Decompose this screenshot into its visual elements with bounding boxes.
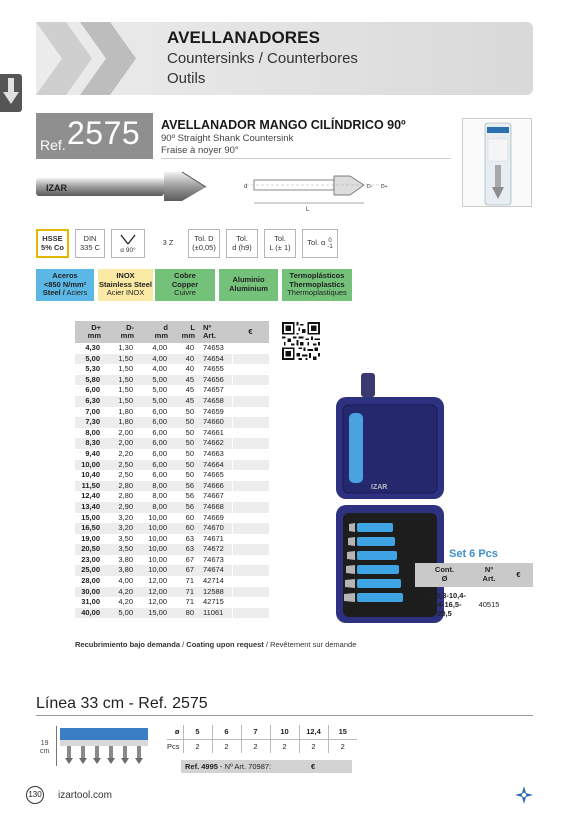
- spec-flutes: 3 Z: [155, 229, 181, 258]
- table-cell: 50: [185, 427, 194, 437]
- countersink-icon: [0, 74, 22, 112]
- table-cell: 6,00: [152, 427, 167, 437]
- line-sizes-row: [167, 725, 357, 739]
- table-cell: 4,00: [118, 576, 133, 586]
- table-cell: 7,00: [85, 406, 100, 416]
- table-cell: 2,00: [118, 427, 133, 437]
- table-cell: 5,00: [103, 608, 136, 619]
- coating-note: Recubrimiento bajo demanda / Coating upon request / Revêtement sur demande: [75, 640, 357, 649]
- table-cell: 1,50: [118, 364, 133, 374]
- table-cell: 1,50: [118, 385, 133, 395]
- table-cell: 12,00: [136, 587, 170, 598]
- table-cell: 40: [185, 343, 194, 352]
- table-cell: 74666: [197, 481, 232, 492]
- price-cell: [232, 523, 269, 534]
- table-row: [75, 460, 269, 471]
- table-row: [75, 449, 269, 460]
- table-cell: 1,30: [118, 343, 133, 352]
- table-cell: 13,40: [75, 502, 103, 513]
- table-row: [75, 396, 269, 407]
- table-cell: 4,20: [103, 587, 136, 598]
- table-cell: 19,00: [81, 533, 100, 543]
- table-cell: 3,80: [103, 565, 136, 576]
- line-pcs-cell: 2: [212, 739, 241, 753]
- section-subtitle-fr: Outils: [167, 70, 206, 87]
- drawing-label-dminus: D-: [367, 184, 373, 190]
- product-table: [75, 321, 269, 618]
- set-title: Set 6 Pcs: [449, 548, 498, 560]
- table-cell: 45: [185, 385, 194, 395]
- table-cell: 6,00: [136, 460, 170, 471]
- table-cell: 3,80: [118, 554, 133, 564]
- table-cell: 71: [185, 597, 194, 607]
- product-title-fr: Fraise à noyer 90°: [161, 145, 239, 156]
- price-cell: [232, 407, 269, 418]
- price-cell: [232, 565, 269, 576]
- table-cell: 8,00: [152, 491, 167, 501]
- header-chevrons: [36, 22, 146, 95]
- table-cell: 30,00: [75, 587, 103, 598]
- table-cell: 74672: [197, 544, 232, 555]
- table-cell: 23,00: [81, 554, 100, 564]
- table-cell: 6,30: [75, 396, 103, 407]
- dia-symbol: ø: [167, 725, 183, 739]
- table-cell: 8,00: [136, 502, 170, 513]
- table-cell: 40: [170, 354, 197, 365]
- drawing-label-dplus: D+: [381, 184, 388, 190]
- col-L: L mm: [170, 321, 197, 343]
- col-d: d mm: [136, 321, 170, 343]
- table-cell: 74656: [197, 375, 232, 386]
- line-display-image: [60, 726, 148, 772]
- table-cell: 2,50: [103, 460, 136, 471]
- price-cell: [232, 576, 269, 587]
- table-row: [75, 491, 269, 502]
- price-cell: [232, 343, 269, 354]
- line-height: 19 cm: [40, 740, 50, 755]
- table-cell: 4,20: [118, 597, 133, 607]
- line-pcs-cell: 2: [183, 739, 212, 753]
- table-row: [75, 555, 269, 566]
- technical-drawing: [236, 170, 396, 212]
- set-price: [504, 587, 533, 621]
- product-title: AVELLANADOR MANGO CILÍNDRICO 90º: [161, 118, 406, 132]
- set-col-contents: Cont. Ø: [415, 563, 474, 587]
- line-pcs-cell: 2: [299, 739, 328, 753]
- col-dminus: D- mm: [103, 321, 136, 343]
- table-cell: 45: [170, 396, 197, 407]
- price-cell: [232, 354, 269, 365]
- table-row: [75, 576, 269, 587]
- line-size-cell: 15: [328, 725, 357, 739]
- col-price: €: [232, 321, 269, 343]
- table-cell: 67: [185, 554, 194, 564]
- table-cell: 5,00: [152, 385, 167, 395]
- set-contents: 6,3-8,3-10,4- 12,4-16,5- 20,5: [423, 590, 466, 618]
- table-row: [75, 587, 269, 598]
- package-image: [462, 118, 532, 207]
- col-art: Nº Art.: [197, 321, 232, 343]
- table-cell: 5,00: [136, 375, 170, 386]
- table-cell: 42715: [203, 597, 224, 607]
- price-cell: [232, 396, 269, 407]
- table-cell: 74660: [197, 417, 232, 428]
- table-cell: 5,80: [75, 375, 103, 386]
- table-cell: 74674: [197, 565, 232, 576]
- table-row: [75, 565, 269, 576]
- material-badge: INOX Stainless Steel Acier INOX: [98, 269, 153, 301]
- table-row: [75, 502, 269, 513]
- table-cell: 60: [170, 523, 197, 534]
- table-cell: 6,00: [136, 438, 170, 449]
- price-cell: [232, 438, 269, 449]
- line-pcs-cell: 2: [241, 739, 270, 753]
- table-cell: 50: [185, 406, 194, 416]
- table-row: [75, 343, 269, 354]
- table-cell: 63: [170, 544, 197, 555]
- tool-photo: [36, 170, 208, 202]
- table-cell: 50: [170, 438, 197, 449]
- table-cell: 8,30: [75, 438, 103, 449]
- line-size-cell: 5: [183, 725, 212, 739]
- table-row: [75, 407, 269, 418]
- table-cell: 56: [185, 491, 194, 501]
- table-cell: 6,00: [136, 417, 170, 428]
- line-size-cell: 6: [212, 725, 241, 739]
- table-cell: 1,50: [103, 396, 136, 407]
- spec-tol-alpha: Tol. α 0 -1: [302, 229, 338, 258]
- price-cell: [232, 555, 269, 566]
- line-table: [167, 725, 357, 753]
- table-cell: 2,90: [103, 502, 136, 513]
- table-cell: 74664: [197, 460, 232, 471]
- izar-logo-icon: [514, 785, 534, 805]
- table-cell: 56: [170, 502, 197, 513]
- price-cell: [232, 449, 269, 460]
- table-cell: 45: [170, 375, 197, 386]
- set-col-art: Nº Art.: [474, 563, 504, 587]
- table-cell: 20,50: [75, 544, 103, 555]
- table-cell: 2,00: [103, 438, 136, 449]
- line-size-cell: 7: [241, 725, 270, 739]
- table-row: [75, 481, 269, 492]
- table-cell: 10,00: [75, 460, 103, 471]
- table-cell: 15,00: [136, 608, 170, 619]
- table-cell: 1,50: [103, 354, 136, 365]
- table-cell: 10,00: [148, 533, 167, 543]
- table-cell: 2,50: [118, 470, 133, 480]
- table-cell: 4,00: [152, 343, 167, 352]
- table-cell: 6,00: [152, 406, 167, 416]
- table-cell: 7,30: [75, 417, 103, 428]
- table-cell: 10,00: [148, 554, 167, 564]
- table-cell: 74657: [203, 385, 224, 395]
- table-cell: 12,00: [148, 597, 167, 607]
- price-cell: [232, 481, 269, 492]
- line-size-cell: 12,4: [299, 725, 328, 739]
- table-cell: 74667: [203, 491, 224, 501]
- table-cell: 42714: [203, 576, 224, 586]
- line-size-cell: 10: [270, 725, 299, 739]
- table-cell: 74653: [203, 343, 224, 352]
- divider: [161, 158, 451, 159]
- ref-number: 2575: [67, 115, 141, 151]
- table-cell: 15,00: [81, 512, 100, 522]
- table-cell: 3,50: [103, 544, 136, 555]
- section-title: AVELLANADORES: [167, 28, 321, 47]
- set-art: 40515: [478, 599, 500, 609]
- table-cell: 1,80: [103, 417, 136, 428]
- table-cell: 3,50: [118, 533, 133, 543]
- table-cell: 5,00: [75, 354, 103, 365]
- table-row: [75, 428, 269, 439]
- table-row: [75, 534, 269, 545]
- table-cell: 74673: [203, 554, 224, 564]
- table-row: [75, 513, 269, 524]
- pcs-label: Pcs: [167, 741, 180, 751]
- table-cell: 31,00: [81, 597, 100, 607]
- table-cell: 28,00: [81, 576, 100, 586]
- line-pcs-cell: 2: [270, 739, 299, 753]
- table-cell: 12,40: [81, 491, 100, 501]
- table-row: [75, 354, 269, 365]
- table-row: [75, 385, 269, 396]
- col-dplus: D+ mm: [75, 321, 103, 343]
- table-cell: 74670: [197, 523, 232, 534]
- price-cell: [232, 608, 269, 619]
- table-cell: 71: [185, 576, 194, 586]
- table-cell: 63: [185, 533, 194, 543]
- table-cell: 74662: [197, 438, 232, 449]
- table-cell: 74659: [203, 406, 224, 416]
- table-cell: 5,30: [85, 364, 100, 374]
- table-cell: 10,00: [148, 512, 167, 522]
- material-badge: Aceros <850 N/mm² Steel / Aciers: [36, 269, 94, 301]
- spec-angle: α 90°: [111, 229, 145, 258]
- table-cell: 74671: [203, 533, 224, 543]
- table-cell: 10,40: [81, 470, 100, 480]
- table-cell: 40: [185, 364, 194, 374]
- table-cell: 5,00: [136, 396, 170, 407]
- table-cell: 3,20: [118, 512, 133, 522]
- table-cell: 4,00: [136, 354, 170, 365]
- table-cell: 25,00: [75, 565, 103, 576]
- line-pcs-cell: 2: [328, 739, 357, 753]
- set-col-price: €: [504, 563, 533, 587]
- table-cell: 6,00: [152, 448, 167, 458]
- spec-tol-L: Tol. L (± 1): [264, 229, 296, 258]
- price-cell: [232, 502, 269, 513]
- table-cell: 74668: [197, 502, 232, 513]
- table-cell: 8,00: [136, 481, 170, 492]
- set-table: [415, 563, 533, 621]
- table-cell: 4,00: [152, 364, 167, 374]
- table-cell: 74658: [197, 396, 232, 407]
- table-cell: 1,80: [118, 406, 133, 416]
- table-cell: 74663: [203, 448, 224, 458]
- table-cell: 11061: [197, 608, 232, 619]
- table-cell: 9,40: [85, 448, 100, 458]
- spec-din: DIN 335 C: [75, 229, 105, 258]
- table-header-row: [75, 321, 269, 343]
- price-cell: [232, 428, 269, 439]
- line-pcs-row: [167, 739, 357, 753]
- price-cell: [232, 417, 269, 428]
- height-bar: [56, 726, 57, 766]
- spec-tol-d: Tol. d (h9): [226, 229, 258, 258]
- price-cell: [232, 364, 269, 375]
- table-cell: 4,30: [85, 343, 100, 352]
- table-row: [75, 364, 269, 375]
- price-cell: [232, 470, 269, 481]
- table-cell: 50: [185, 448, 194, 458]
- table-cell: 11,50: [75, 481, 103, 492]
- table-cell: 74669: [203, 512, 224, 522]
- price-cell: [232, 534, 269, 545]
- table-row: [75, 375, 269, 386]
- table-row: [75, 597, 269, 608]
- table-cell: 50: [170, 460, 197, 471]
- line-ref: Ref. 4995 - Nº Art. 70987: €: [181, 760, 352, 773]
- table-row: [75, 523, 269, 534]
- price-cell: [232, 385, 269, 396]
- table-cell: 2,80: [118, 491, 133, 501]
- angle-icon: [117, 233, 139, 247]
- table-cell: 50: [185, 470, 194, 480]
- line-divider: [36, 715, 533, 716]
- table-cell: 6,00: [85, 385, 100, 395]
- table-cell: 50: [170, 417, 197, 428]
- table-cell: 71: [170, 587, 197, 598]
- ref-label: Ref.: [40, 137, 66, 153]
- table-cell: 10,00: [136, 523, 170, 534]
- table-cell: 6,00: [152, 470, 167, 480]
- table-cell: 74654: [197, 354, 232, 365]
- table-cell: 16,50: [75, 523, 103, 534]
- price-cell: [232, 491, 269, 502]
- table-cell: 10,00: [136, 565, 170, 576]
- set-header-row: [415, 563, 533, 587]
- case-brand: IZAR: [371, 484, 388, 491]
- price-cell: [232, 460, 269, 471]
- material-badge: Termoplásticos Thermoplastics Thermoplastiques: [282, 269, 352, 301]
- table-cell: 74665: [203, 470, 224, 480]
- table-cell: 3,20: [103, 523, 136, 534]
- side-tab: [0, 74, 22, 112]
- table-cell: 8,00: [85, 427, 100, 437]
- spec-tol-D: Tol. D (±0,05): [188, 229, 220, 258]
- website-link[interactable]: izartool.com: [58, 790, 112, 801]
- table-cell: 2,20: [118, 448, 133, 458]
- table-row: [75, 438, 269, 449]
- table-row: [75, 544, 269, 555]
- tool-brand: IZAR: [46, 183, 67, 193]
- drawing-label-d: d: [244, 184, 248, 190]
- table-cell: 1,50: [103, 375, 136, 386]
- table-cell: 74661: [203, 427, 224, 437]
- table-cell: 12,00: [148, 576, 167, 586]
- table-cell: 56: [170, 481, 197, 492]
- table-row: [75, 608, 269, 619]
- page-number: 130: [26, 786, 44, 804]
- price-cell: [232, 587, 269, 598]
- table-cell: 2,80: [103, 481, 136, 492]
- table-cell: 60: [185, 512, 194, 522]
- table-cell: 10,00: [136, 544, 170, 555]
- table-row: [75, 417, 269, 428]
- table-cell: 80: [170, 608, 197, 619]
- table-cell: 40,00: [75, 608, 103, 619]
- qr-code: [282, 322, 320, 360]
- table-cell: 12588: [197, 587, 232, 598]
- table-row: [75, 470, 269, 481]
- set-row: [415, 587, 533, 621]
- spec-hsse: HSSE 5% Co: [36, 229, 69, 258]
- drawing-label-L: L: [306, 207, 310, 212]
- table-cell: 74655: [203, 364, 224, 374]
- section-subtitle-en: Countersinks / Counterbores: [167, 50, 358, 67]
- price-cell: [232, 544, 269, 555]
- table-cell: 67: [170, 565, 197, 576]
- line-title: Línea 33 cm - Ref. 2575: [36, 695, 208, 712]
- price-cell: [232, 375, 269, 386]
- price-cell: [232, 597, 269, 608]
- material-badge: Cobre Copper Cuivre: [155, 269, 215, 301]
- price-cell: [232, 513, 269, 524]
- material-badge: Aluminio Aluminium: [219, 269, 278, 301]
- product-title-en: 90º Straight Shank Countersink: [161, 133, 294, 144]
